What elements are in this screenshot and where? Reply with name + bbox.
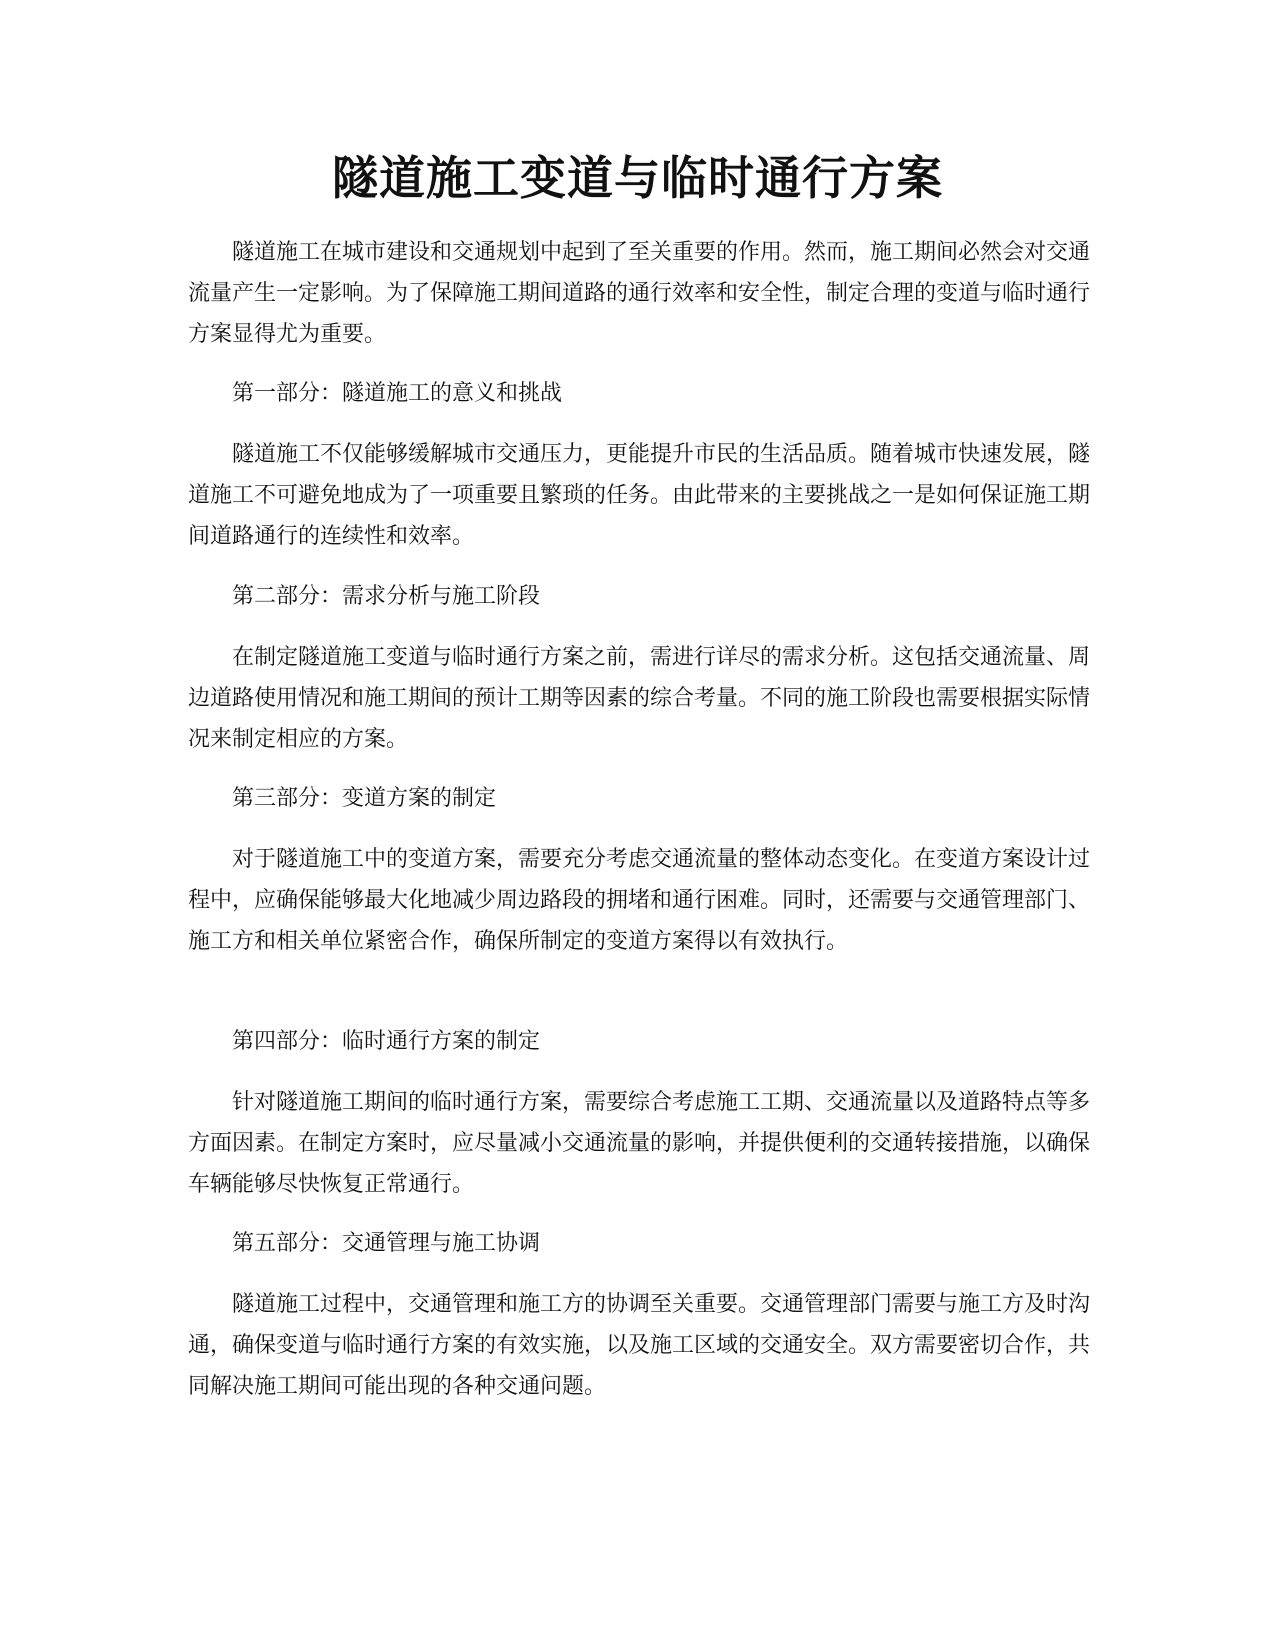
- section-body-4: 针对隧道施工期间的临时通行方案，需要综合考虑施工工期、交通流量以及道路特点等多方面因素。在制定方案时，应尽量减小交通流量的影响，并提供便利的交通转接措施，以确保车辆能够尽快恢复正常通行。: [188, 1090, 1091, 1197]
- intro-paragraph: 隧道施工在城市建设和交通规划中起到了至关重要的作用。然而，施工期间必然会对交通流量产生一定影响。为了保障施工期间道路的通行效率和安全性，制定合理的变道与临时通行方案显得尤为重要。: [188, 240, 1091, 347]
- section-body-5: 隧道施工过程中，交通管理和施工方的协调至关重要。交通管理部门需要与施工方及时沟通，确保变道与临时通行方案的有效实施，以及施工区域的交通安全。双方需要密切合作，共同解决施工期间可能出现的各种交通问题。: [188, 1292, 1091, 1399]
- document-title: 隧道施工变道与临时通行方案: [332, 151, 943, 205]
- section-heading-1: 第一部分：隧道施工的意义和挑战: [232, 381, 563, 406]
- section-body-1: 隧道施工不仅能够缓解城市交通压力，更能提升市民的生活品质。随着城市快速发展，隧道施工不可避免地成为了一项重要且繁琐的任务。由此带来的主要挑战之一是如何保证施工期间道路通行的连续性和效率。: [188, 442, 1091, 549]
- section-heading-4: 第四部分：临时通行方案的制定: [232, 1029, 541, 1054]
- section-body-2: 在制定隧道施工变道与临时通行方案之前，需进行详尽的需求分析。这包括交通流量、周边道路使用情况和施工期间的预计工期等因素的综合考量。不同的施工阶段也需要根据实际情况来制定相应的方案。: [188, 645, 1091, 752]
- section-heading-5: 第五部分：交通管理与施工协调: [232, 1231, 541, 1256]
- section-heading-3: 第三部分：变道方案的制定: [232, 786, 497, 811]
- section-heading-2: 第二部分：需求分析与施工阶段: [232, 584, 541, 609]
- section-body-3: 对于隧道施工中的变道方案，需要充分考虑交通流量的整体动态变化。在变道方案设计过程中，应确保能够最大化地减少周边路段的拥堵和通行困难。同时，还需要与交通管理部门、施工方和相关单位紧密合作，确保所制定的变道方案得以有效执行。: [188, 847, 1091, 954]
